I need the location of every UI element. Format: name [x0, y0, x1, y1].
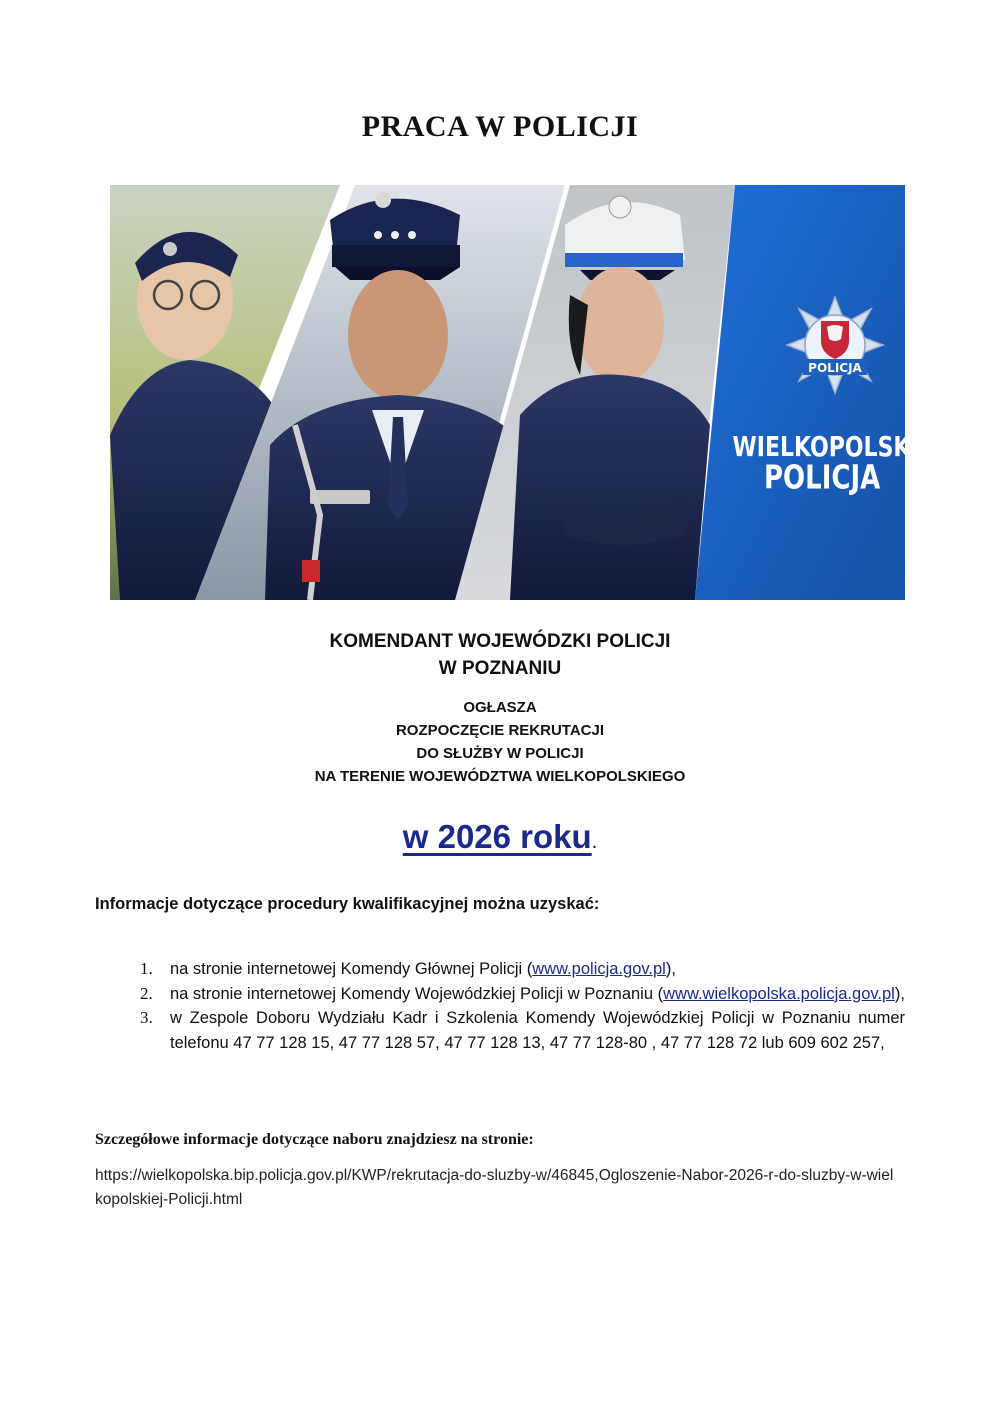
policja-gov-link[interactable]: www.policja.gov.pl — [532, 960, 666, 978]
list-item-suffix: ), — [894, 984, 905, 1003]
info-intro: Informacje dotyczące procedury kwalifikacyjnej można uzyskać: — [95, 895, 600, 913]
contact-list — [95, 957, 905, 1055]
brand-line-2: POLICJA — [764, 458, 881, 497]
announcement-block — [0, 696, 1000, 788]
list-item-text: w Zespole Doboru Wydziału Kadr i Szkolenia Komendy Wojewódzkiej Policji w Poznaniu numer telefonu 47 77 128 15, 47 77 128 57, 47 77 128 13, 47 77 128-80 , 47 77 128 72 lub 609 602 257, — [170, 1009, 905, 1052]
page-title: PRACA W POLICJI — [361, 110, 639, 143]
commander-heading — [0, 628, 1000, 682]
commander-heading-line-1: KOMENDANT WOJEWÓDZKI POLICJI — [329, 631, 671, 652]
police-star-badge-icon — [787, 297, 883, 393]
announcement-line-3: DO SŁUŻBY W POLICJI — [416, 745, 584, 762]
commander-heading-line-2: W POZNANIU — [438, 658, 562, 679]
list-item — [95, 957, 905, 982]
badge-label: POLICJA — [808, 361, 862, 375]
recruitment-year-link[interactable]: w 2026 roku — [402, 818, 592, 855]
recruitment-year — [0, 818, 1000, 856]
list-item — [95, 1006, 905, 1055]
year-suffix: . — [591, 831, 598, 853]
list-number: 2. — [140, 983, 153, 1003]
announcement-line-4: NA TERENIE WOJEWÓDZTWA WIELKOPOLSKIEGO — [314, 768, 686, 785]
announcement-line-2: ROZPOCZĘCIE REKRUTACJI — [395, 722, 605, 739]
announcement-line-1: OGŁASZA — [463, 699, 537, 716]
list-number: 3. — [140, 1008, 153, 1027]
recruitment-banner-image — [110, 185, 928, 600]
list-item-text: na stronie internetowej Komendy Wojewódzkiej Policji w Poznaniu ( — [170, 984, 664, 1003]
wielkopolska-policja-link[interactable]: www.wielkopolska.policja.gov.pl — [663, 984, 895, 1003]
details-url-link[interactable]: https://wielkopolska.bip.policja.gov.pl/KWP/rekrutacja-do-sluzby-w/46845,Ogloszenie-Nabor-2026-r-do-sluzby-w-wielkopolskiej-Policji.html — [95, 1167, 894, 1208]
list-number: 1. — [140, 959, 153, 978]
list-item — [95, 982, 905, 1007]
brand-line-1: WIELKOPOLSKA — [732, 430, 928, 463]
list-item-suffix: ), — [665, 960, 676, 978]
details-title: Szczegółowe informacje dotyczące naboru znajdziesz na stronie: — [95, 1131, 534, 1148]
list-item-text: na stronie internetowej Komendy Głównej Policji ( — [170, 960, 533, 978]
